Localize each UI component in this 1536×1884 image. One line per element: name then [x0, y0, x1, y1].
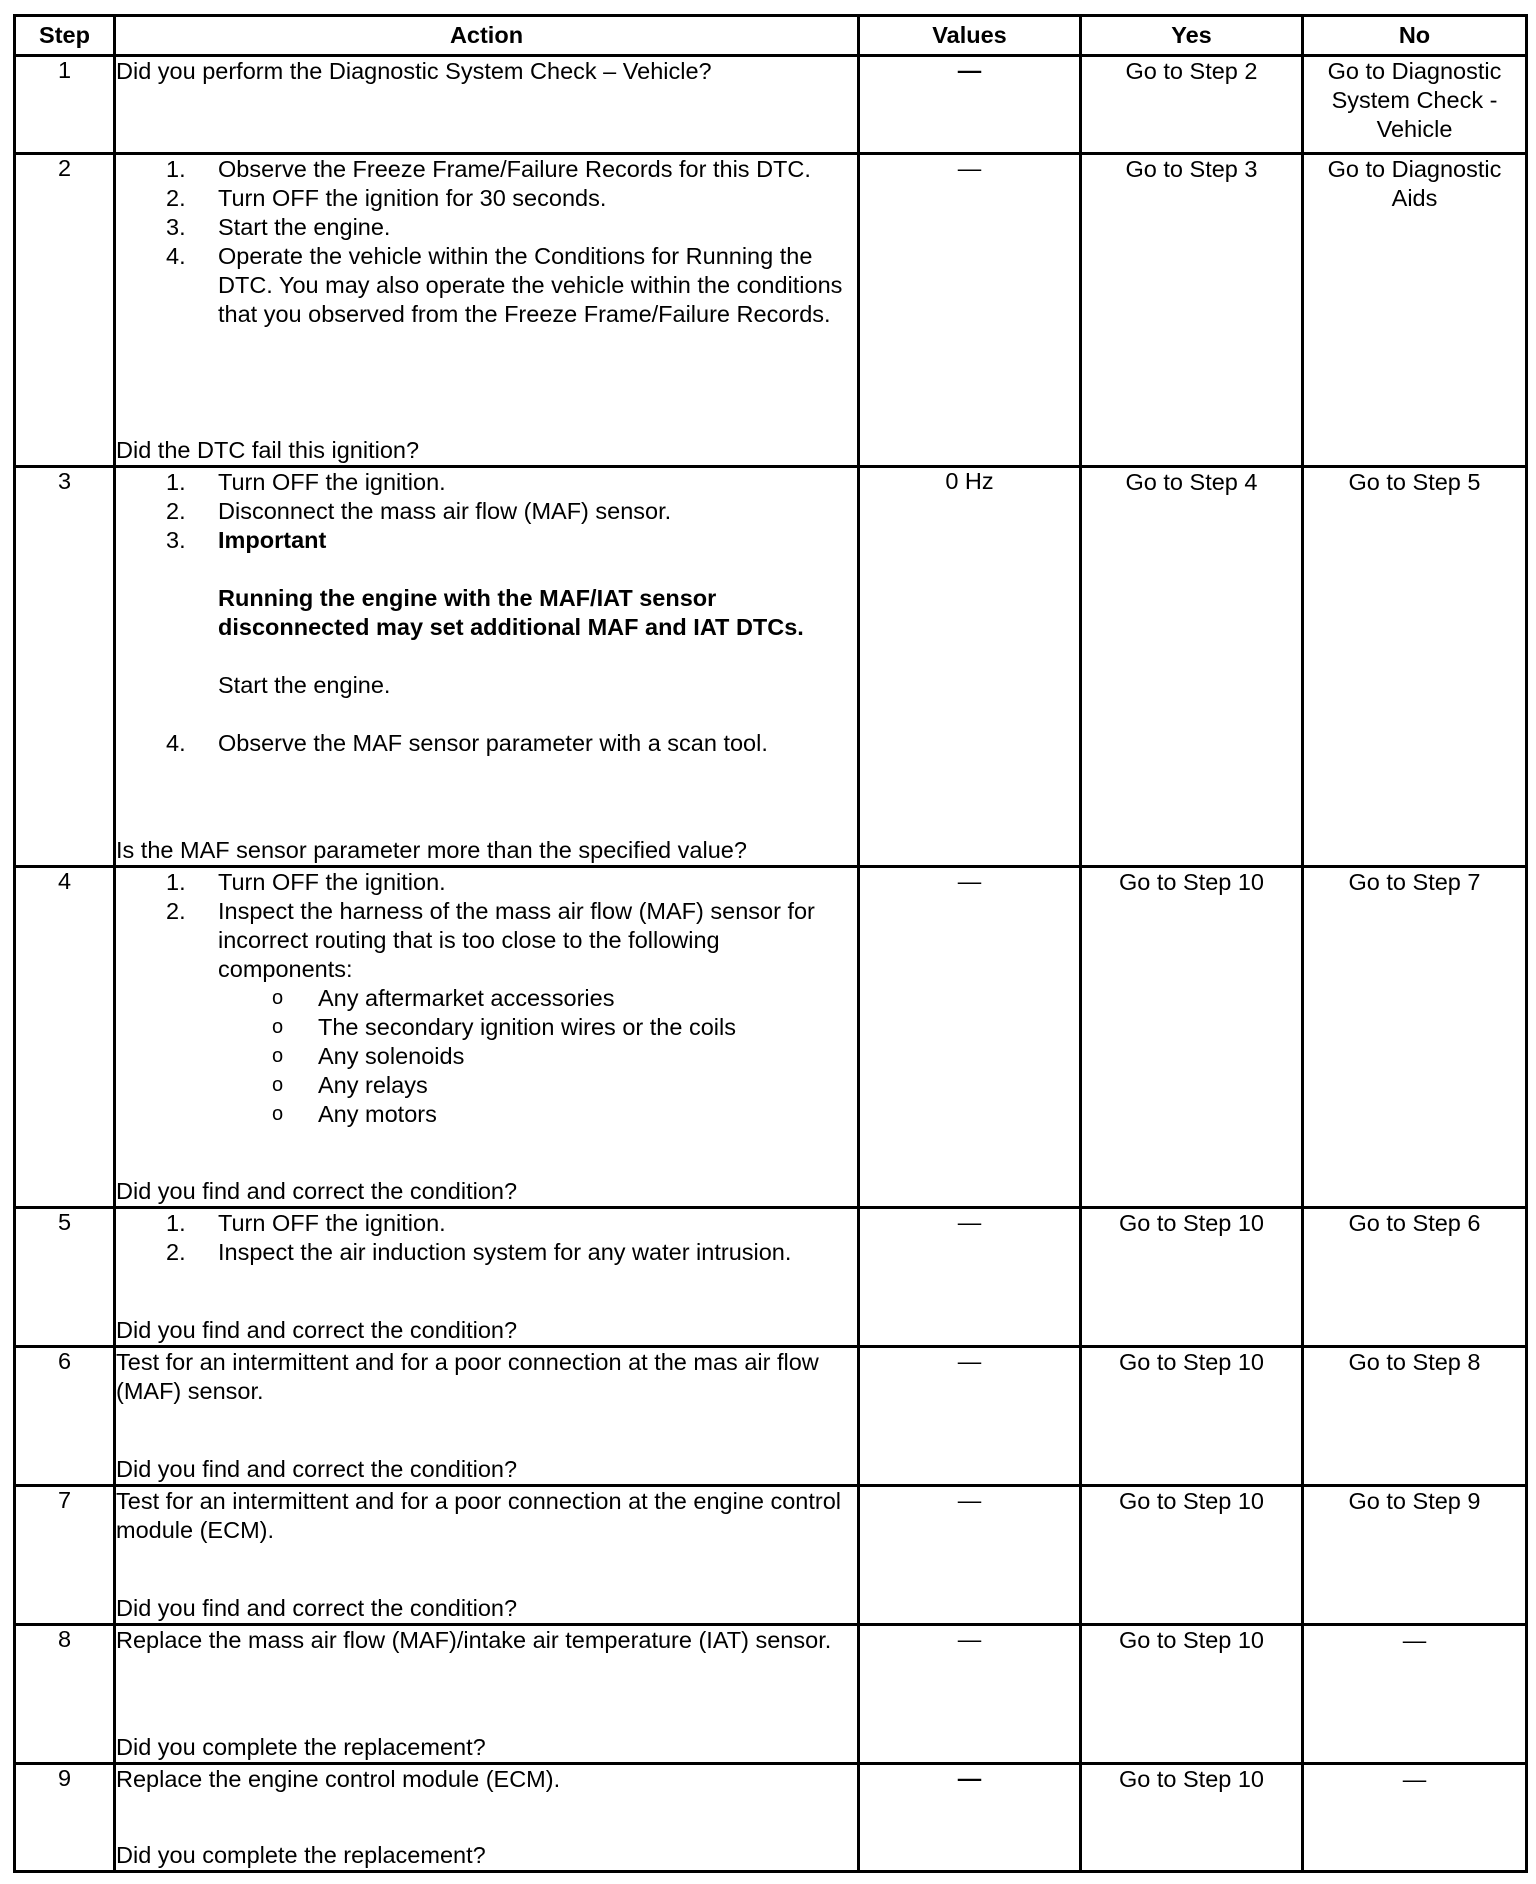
value-cell	[859, 154, 1081, 467]
list-item: 2. Inspect the harness of the mass air flow (MAF) sensor for incorrect routing that is too close to the following components: o Any aftermarket accessories o The secondary ignition wires or the coils o Any solenoids o Any relays o Any motors	[116, 897, 857, 1129]
action-text: Replace the engine control module (ECM).	[116, 1766, 561, 1792]
value-cell	[859, 1764, 1081, 1872]
no-cell	[1303, 1764, 1527, 1872]
step-number: 6	[15, 1347, 115, 1486]
sub-list-item: o Any motors	[272, 1101, 437, 1127]
table-row	[15, 467, 1527, 867]
important-label: Important	[218, 527, 327, 553]
header-no: No	[1303, 16, 1527, 56]
table-row	[15, 1764, 1527, 1872]
question-text: Did the DTC fail this ignition?	[116, 437, 420, 463]
no-cell	[1303, 1486, 1527, 1625]
step-number: 7	[15, 1486, 115, 1625]
question-text: Is the MAF sensor parameter more than the specified value?	[116, 837, 747, 863]
value-text: —	[957, 1626, 982, 1652]
value-cell	[859, 1208, 1081, 1347]
action-cell	[115, 467, 859, 867]
value-cell	[859, 1625, 1081, 1764]
value-text: —	[957, 1765, 982, 1791]
value-text: —	[957, 1487, 982, 1513]
table-row	[15, 1208, 1527, 1347]
action-cell	[115, 1486, 859, 1625]
procedure-list	[116, 468, 857, 758]
no-text: —	[1402, 1766, 1427, 1792]
no-cell	[1303, 1208, 1527, 1347]
circle-bullet-icon: o	[272, 1045, 284, 1067]
no-text: Aids	[1391, 185, 1438, 211]
procedure-list	[116, 1209, 857, 1267]
no-text: Go to Step 8	[1348, 1349, 1481, 1375]
header-row	[15, 16, 1527, 56]
step-number: 4	[15, 867, 115, 1208]
yes-text: Go to Step 10	[1118, 1488, 1265, 1514]
list-item: 4. Operate the vehicle within the Conditions for Running the DTC. You may also operate the vehicle within the conditions that you observed from the Freeze Frame/Failure Records.	[166, 243, 843, 327]
value-cell	[859, 467, 1081, 867]
value-text: —	[957, 155, 982, 181]
list-item: 1. Turn OFF the ignition.	[166, 869, 446, 895]
sub-list-item: o Any solenoids	[272, 1043, 465, 1069]
value-text: —	[957, 868, 982, 894]
sub-list-item: o Any relays	[272, 1072, 428, 1098]
list-item: 1. Turn OFF the ignition.	[166, 469, 446, 495]
step-number: 8	[15, 1625, 115, 1764]
yes-cell	[1081, 467, 1303, 867]
yes-cell	[1081, 1486, 1303, 1625]
no-text: Go to Step 6	[1348, 1210, 1481, 1236]
component-list	[218, 984, 857, 1129]
value-cell	[859, 1347, 1081, 1486]
question-text: Did you find and correct the condition?	[116, 1595, 518, 1621]
value-cell	[859, 1486, 1081, 1625]
no-cell	[1303, 1347, 1527, 1486]
procedure-list	[116, 868, 857, 1129]
step-number: 9	[15, 1764, 115, 1872]
action-cell	[115, 1764, 859, 1872]
no-text: System Check -	[1331, 87, 1498, 113]
yes-text: Go to Step 2	[1125, 58, 1258, 84]
list-item: 1. Observe the Freeze Frame/Failure Records for this DTC.	[166, 156, 811, 182]
circle-bullet-icon: o	[272, 1103, 284, 1125]
yes-text: Go to Step 10	[1118, 1766, 1265, 1792]
yes-cell	[1081, 56, 1303, 154]
header-yes: Yes	[1081, 16, 1303, 56]
value-text: —	[957, 1348, 982, 1374]
no-cell	[1303, 56, 1527, 154]
yes-text: Go to Step 10	[1118, 1627, 1265, 1653]
no-text: Go to Step 9	[1348, 1488, 1481, 1514]
yes-text: Go to Step 10	[1118, 1349, 1265, 1375]
step-number: 5	[15, 1208, 115, 1347]
diagnostic-table	[13, 14, 1528, 1873]
yes-cell	[1081, 1208, 1303, 1347]
action-cell	[115, 1347, 859, 1486]
yes-cell	[1081, 867, 1303, 1208]
action-text: Test for an intermittent and for a poor connection at the engine control module (ECM).	[116, 1488, 842, 1543]
value-cell	[859, 867, 1081, 1208]
action-cell	[115, 154, 859, 467]
start-engine-text: Start the engine.	[218, 672, 391, 698]
yes-text: Go to Step 10	[1118, 869, 1265, 895]
list-item: 3. Important Running the engine with the MAF/IAT sensor disconnected may set additional MAF and IAT DTCs. Start the engine.	[116, 526, 857, 729]
header-values: Values	[859, 16, 1081, 56]
list-item: 4. Observe the MAF sensor parameter with a scan tool.	[166, 730, 768, 756]
no-text: Go to Step 7	[1348, 869, 1481, 895]
list-item: 3. Start the engine.	[166, 214, 391, 240]
yes-cell	[1081, 154, 1303, 467]
yes-cell	[1081, 1347, 1303, 1486]
list-item: 1. Turn OFF the ignition.	[166, 1210, 446, 1236]
value-text: 0 Hz	[945, 468, 994, 494]
no-text: Go to Diagnostic	[1327, 58, 1502, 84]
important-note: Running the engine with the MAF/IAT sensor disconnected may set additional MAF and IAT DTCs.	[218, 585, 804, 640]
no-text: Go to Step 5	[1348, 469, 1481, 495]
list-item: 2. Turn OFF the ignition for 30 seconds.	[166, 185, 607, 211]
value-text: —	[957, 1209, 982, 1235]
step-number: 1	[15, 56, 115, 154]
action-text: Test for an intermittent and for a poor connection at the mas air flow (MAF) sensor.	[116, 1349, 819, 1404]
sub-list-item: o Any aftermarket accessories	[272, 985, 615, 1011]
action-cell	[115, 56, 859, 154]
action-text: Replace the mass air flow (MAF)/intake air temperature (IAT) sensor.	[116, 1627, 832, 1653]
header-action: Action	[115, 16, 859, 56]
table-row	[15, 867, 1527, 1208]
no-cell	[1303, 467, 1527, 867]
question-text: Did you find and correct the condition?	[116, 1317, 518, 1343]
value-text: —	[957, 57, 982, 83]
no-text: —	[1402, 1627, 1427, 1653]
table-row	[15, 1625, 1527, 1764]
action-cell	[115, 1208, 859, 1347]
question-text: Did you complete the replacement?	[116, 1842, 486, 1868]
yes-cell	[1081, 1764, 1303, 1872]
table-row	[15, 1486, 1527, 1625]
circle-bullet-icon: o	[272, 1016, 284, 1038]
no-text: Go to Diagnostic	[1327, 156, 1502, 182]
list-item: 2. Inspect the air induction system for any water intrusion.	[166, 1239, 792, 1265]
question-text: Did you find and correct the condition?	[116, 1178, 518, 1204]
procedure-list	[116, 155, 857, 329]
header-step: Step	[15, 16, 115, 56]
circle-bullet-icon: o	[272, 1074, 284, 1096]
action-cell	[115, 867, 859, 1208]
value-cell	[859, 56, 1081, 154]
question-text: Did you complete the replacement?	[116, 1734, 486, 1760]
yes-text: Go to Step 3	[1125, 156, 1258, 182]
list-item: 2. Disconnect the mass air flow (MAF) sensor.	[166, 498, 672, 524]
action-cell	[115, 1625, 859, 1764]
yes-cell	[1081, 1625, 1303, 1764]
sub-list-item: o The secondary ignition wires or the coils	[272, 1014, 736, 1040]
action-text: Did you perform the Diagnostic System Check – Vehicle?	[116, 58, 712, 84]
no-cell	[1303, 867, 1527, 1208]
step-number: 2	[15, 154, 115, 467]
step-number: 3	[15, 467, 115, 867]
yes-text: Go to Step 4	[1125, 469, 1258, 495]
yes-text: Go to Step 10	[1118, 1210, 1265, 1236]
circle-bullet-icon: o	[272, 987, 284, 1009]
no-cell	[1303, 1625, 1527, 1764]
no-cell	[1303, 154, 1527, 467]
table-row	[15, 56, 1527, 154]
table-row	[15, 1347, 1527, 1486]
question-text: Did you find and correct the condition?	[116, 1456, 518, 1482]
table-row	[15, 154, 1527, 467]
no-text: Vehicle	[1376, 116, 1453, 142]
